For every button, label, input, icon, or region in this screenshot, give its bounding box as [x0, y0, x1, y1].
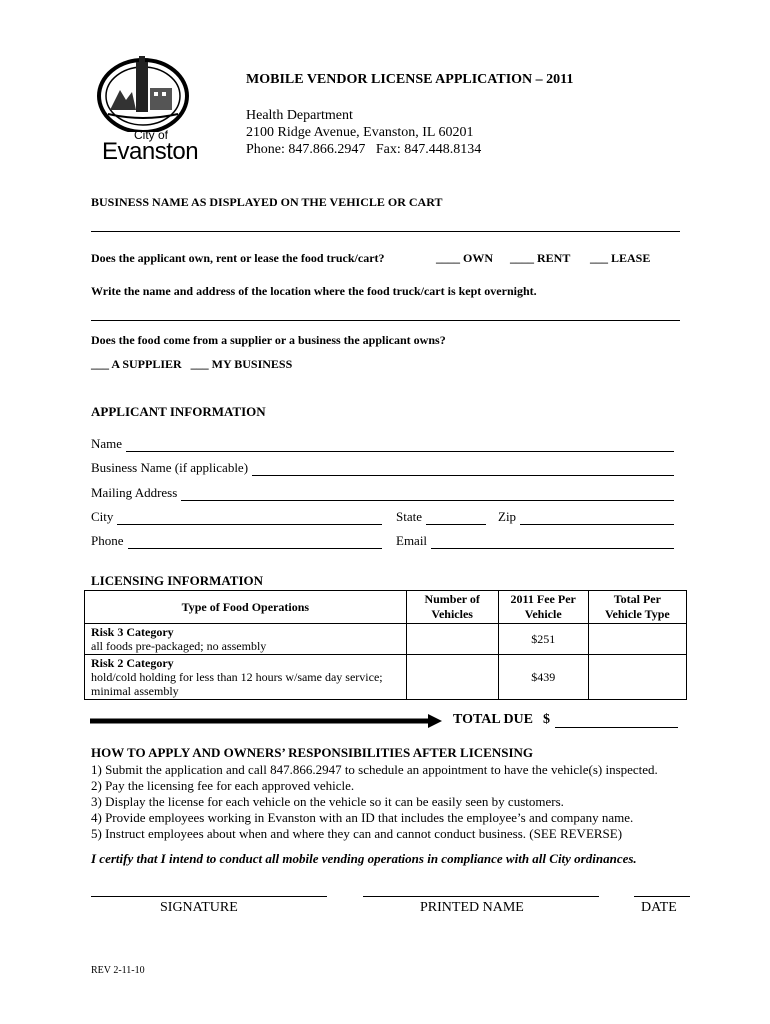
name-label: Name: [91, 436, 123, 451]
risk3-category: Risk 3 Category: [91, 625, 174, 639]
col-fee: 2011 Fee Per Vehicle: [498, 591, 588, 624]
supplier-question: Does the food come from a supplier or a business the applicant owns?: [91, 333, 446, 347]
step-3: 3) Display the license for each vehicle on the vehicle so it can be easily seen by customers.: [91, 794, 564, 809]
business-name-line[interactable]: [91, 231, 680, 232]
phone-label: Phone: [91, 533, 124, 548]
risk2-fee: $439: [498, 655, 588, 700]
supplier-options[interactable]: ___ A SUPPLIER ___ MY BUSINESS: [91, 357, 293, 371]
department-address: 2100 Ridge Avenue, Evanston, IL 60201: [246, 125, 474, 140]
col-number: Number of Vehicles: [406, 591, 498, 624]
revision-label: REV 2-11-10: [91, 965, 145, 976]
date-line[interactable]: [634, 896, 690, 897]
signature-label: SIGNATURE: [160, 900, 238, 915]
licensing-heading: LICENSING INFORMATION: [91, 573, 264, 588]
signature-line[interactable]: [91, 896, 327, 897]
risk3-fee: $251: [498, 624, 588, 655]
risk3-number-cell[interactable]: [406, 624, 498, 655]
logo-city-of: City of: [134, 128, 169, 142]
email-field[interactable]: [396, 533, 674, 549]
how-to-heading: HOW TO APPLY AND OWNERS’ RESPONSIBILITIES AFTER LICENSING: [91, 745, 534, 760]
mailing-address-label: Mailing Address: [91, 485, 178, 500]
business-name-label: BUSINESS NAME AS DISPLAYED ON THE VEHICLE OR CART: [91, 195, 443, 209]
zip-field[interactable]: [498, 509, 674, 525]
zip-label: Zip: [498, 509, 517, 524]
col-type: Type of Food Operations: [85, 591, 407, 624]
printed-name-line[interactable]: [363, 896, 599, 897]
city-logo: [96, 52, 226, 164]
city-label: City: [91, 509, 114, 524]
phone-field[interactable]: [91, 533, 382, 549]
name-field[interactable]: [91, 436, 674, 452]
licensing-table: [84, 590, 687, 700]
table-row: [85, 655, 687, 700]
date-label: DATE: [641, 900, 677, 915]
total-due-label: TOTAL DUE: [453, 712, 534, 727]
col-total: Total Per Vehicle Type: [588, 591, 686, 624]
logo-city-name: Evanston: [102, 138, 199, 165]
how-to-steps: [91, 762, 658, 842]
printed-name-label: PRINTED NAME: [420, 900, 524, 915]
risk2-number-cell[interactable]: [406, 655, 498, 700]
total-due-line[interactable]: [555, 727, 678, 728]
department-phone-fax: Phone: 847.866.2947 Fax: 847.448.8134: [246, 142, 482, 157]
city-seal-icon: [96, 52, 226, 132]
state-label: State: [396, 509, 422, 524]
ownership-question: Does the applicant own, rent or lease the food truck/cart?: [91, 251, 385, 265]
risk3-desc: all foods pre-packaged; no assembly: [91, 639, 267, 653]
own-option[interactable]: ____ OWN: [436, 251, 493, 265]
step-1: 1) Submit the application and call 847.866.2947 to schedule an appointment to have the vehicle(s) inspected.: [91, 762, 658, 777]
department-name: Health Department: [246, 108, 353, 123]
step-4: 4) Provide employees working in Evanston with an ID that includes the employee’s and company name.: [91, 810, 634, 825]
business-name-field[interactable]: [91, 460, 674, 476]
mailing-address-field[interactable]: [91, 485, 674, 501]
risk3-total-cell[interactable]: [588, 624, 686, 655]
risk2-total-cell[interactable]: [588, 655, 686, 700]
step-5: 5) Instruct employees about when and where they can and cannot conduct business. (SEE REVERSE): [91, 826, 623, 841]
arrow-right-icon: [90, 714, 442, 728]
state-field[interactable]: [396, 509, 486, 525]
risk2-category: Risk 2 Category: [91, 656, 174, 670]
lease-option[interactable]: ___ LEASE: [590, 251, 651, 265]
total-due-dollar: $: [543, 712, 550, 727]
overnight-location-line[interactable]: [91, 320, 680, 321]
city-field[interactable]: [91, 509, 382, 525]
form-title: MOBILE VENDOR LICENSE APPLICATION – 2011: [246, 72, 574, 87]
certify-statement: I certify that I intend to conduct all mobile vending operations in compliance with all City ordinances.: [91, 851, 637, 866]
table-row: [85, 624, 687, 655]
business-name-field-label: Business Name (if applicable): [91, 460, 249, 475]
applicant-heading: APPLICANT INFORMATION: [91, 404, 266, 419]
risk2-desc: hold/cold holding for less than 12 hours w/same day service; minimal assembly: [91, 670, 383, 698]
email-label: Email: [396, 533, 428, 548]
overnight-location-label: Write the name and address of the location where the food truck/cart is kept overnight.: [91, 284, 537, 298]
rent-option[interactable]: ____ RENT: [510, 251, 571, 265]
step-2: 2) Pay the licensing fee for each approved vehicle.: [91, 778, 355, 793]
